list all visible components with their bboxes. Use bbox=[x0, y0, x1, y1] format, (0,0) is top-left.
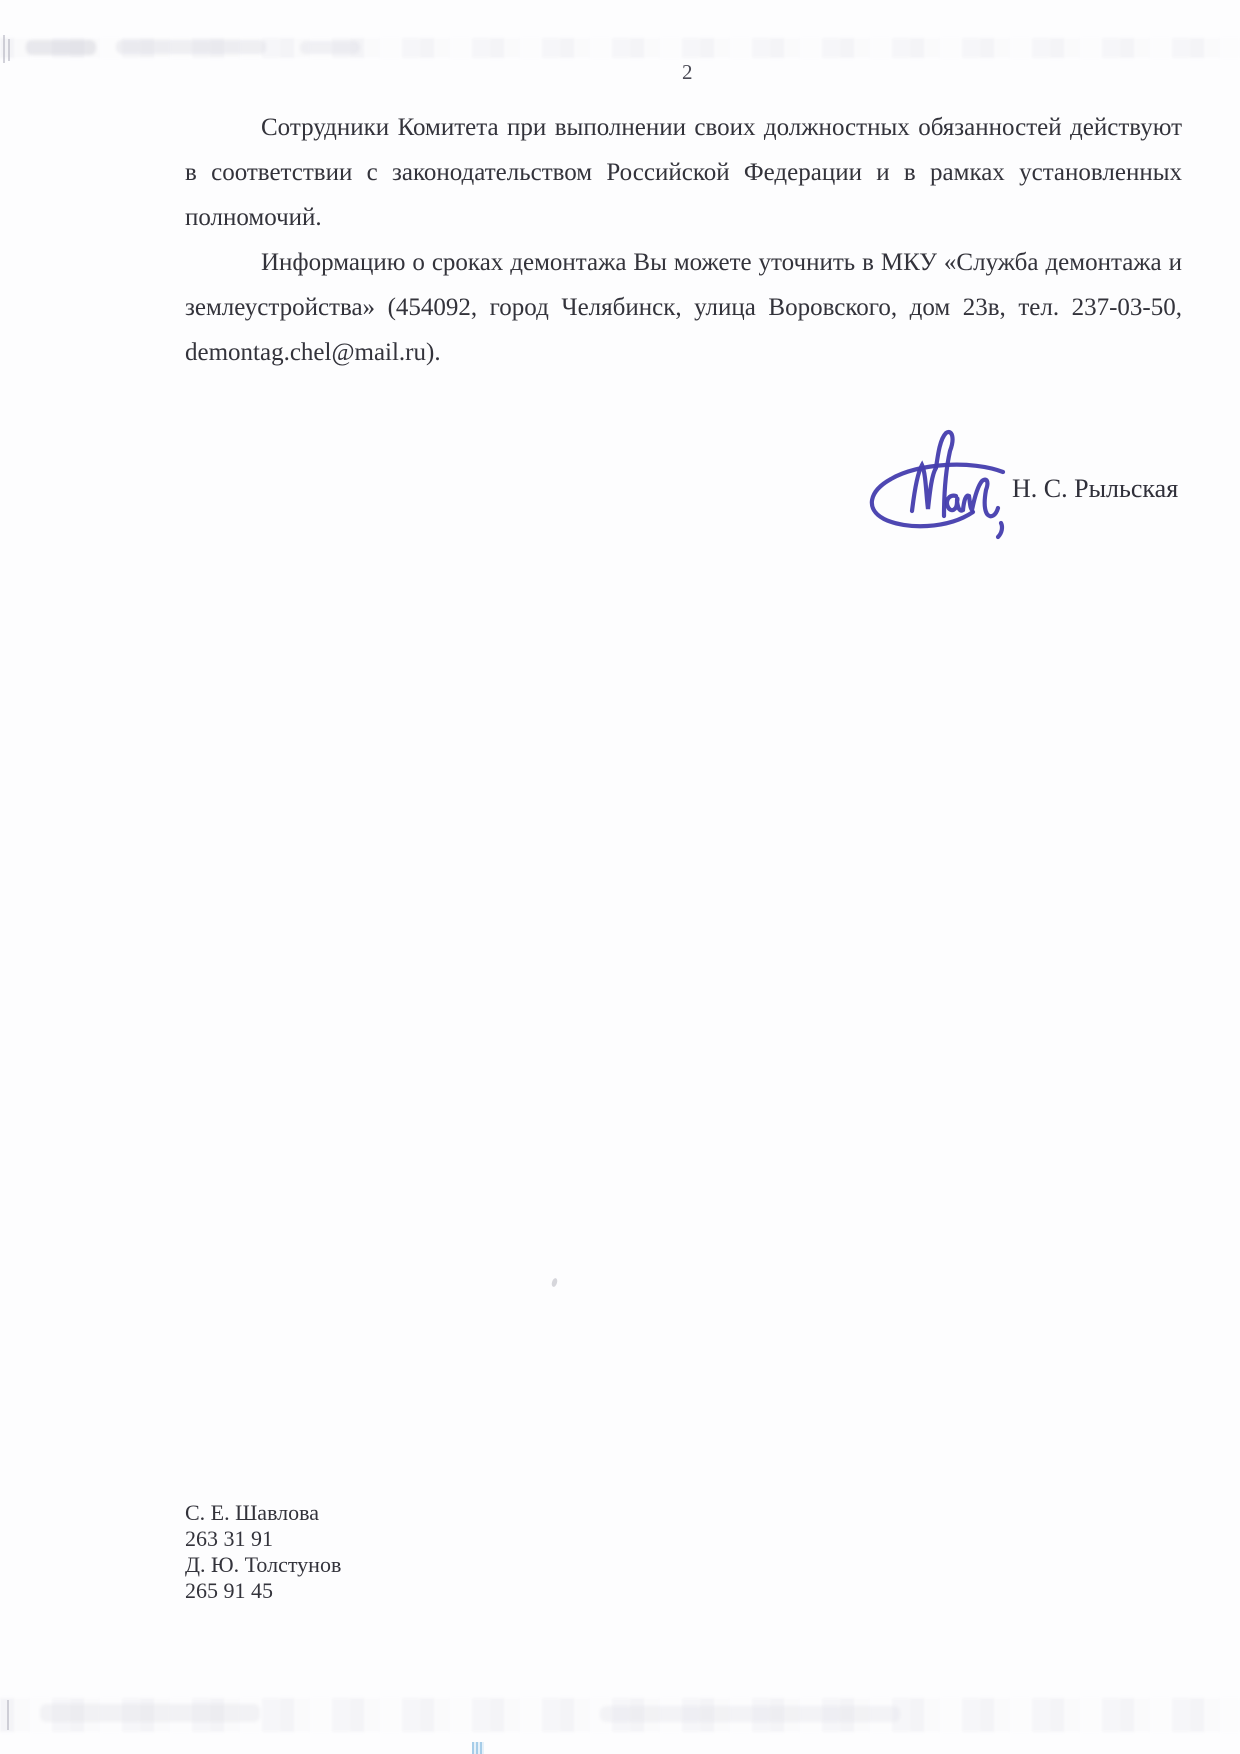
scan-edge-mark bbox=[3, 35, 5, 63]
signatory-name: Н. С. Рыльская bbox=[1012, 474, 1179, 503]
scan-smudge bbox=[116, 40, 266, 54]
page-number: 2 bbox=[682, 60, 693, 84]
paragraph-demontage-info: Информацию о сроках демонтажа Вы можете уточнить в МКУ «Служба демонтажа и землеустройства» (454092, город Челябинск, улица Воровского, дом 23в, тел. 237-03-50, demontag.chel@mail.ru). bbox=[185, 249, 1182, 366]
executor-phone: 265 91 45 bbox=[185, 1578, 273, 1603]
scan-blue-mark bbox=[472, 1742, 484, 1754]
letter-body bbox=[185, 105, 1182, 375]
scan-smudge bbox=[600, 1706, 900, 1722]
scan-edge-mark bbox=[7, 1700, 9, 1730]
scan-edge-mark bbox=[8, 39, 10, 61]
paragraph-duties: Сотрудники Комитета при выполнении своих должностных обязанностей действуют в соответствии с законодательством Российской Федерации и в рамках установленных полномочий. bbox=[185, 114, 1182, 231]
scan-speck bbox=[551, 1277, 559, 1287]
scan-smudge bbox=[300, 41, 360, 54]
scan-noise-band-bottom bbox=[0, 1698, 1240, 1732]
scan-smudge bbox=[26, 40, 96, 55]
executor-name: С. Е. Шавлова bbox=[185, 1500, 320, 1525]
executor-phone: 263 31 91 bbox=[185, 1526, 273, 1551]
scan-smudge bbox=[40, 1704, 260, 1722]
executors-block bbox=[185, 1500, 341, 1604]
handwritten-signature-ink bbox=[860, 424, 1020, 542]
executor-name: Д. Ю. Толстунов bbox=[185, 1552, 342, 1577]
signature-block bbox=[860, 424, 1190, 544]
scan-noise-band-top bbox=[0, 38, 1240, 58]
